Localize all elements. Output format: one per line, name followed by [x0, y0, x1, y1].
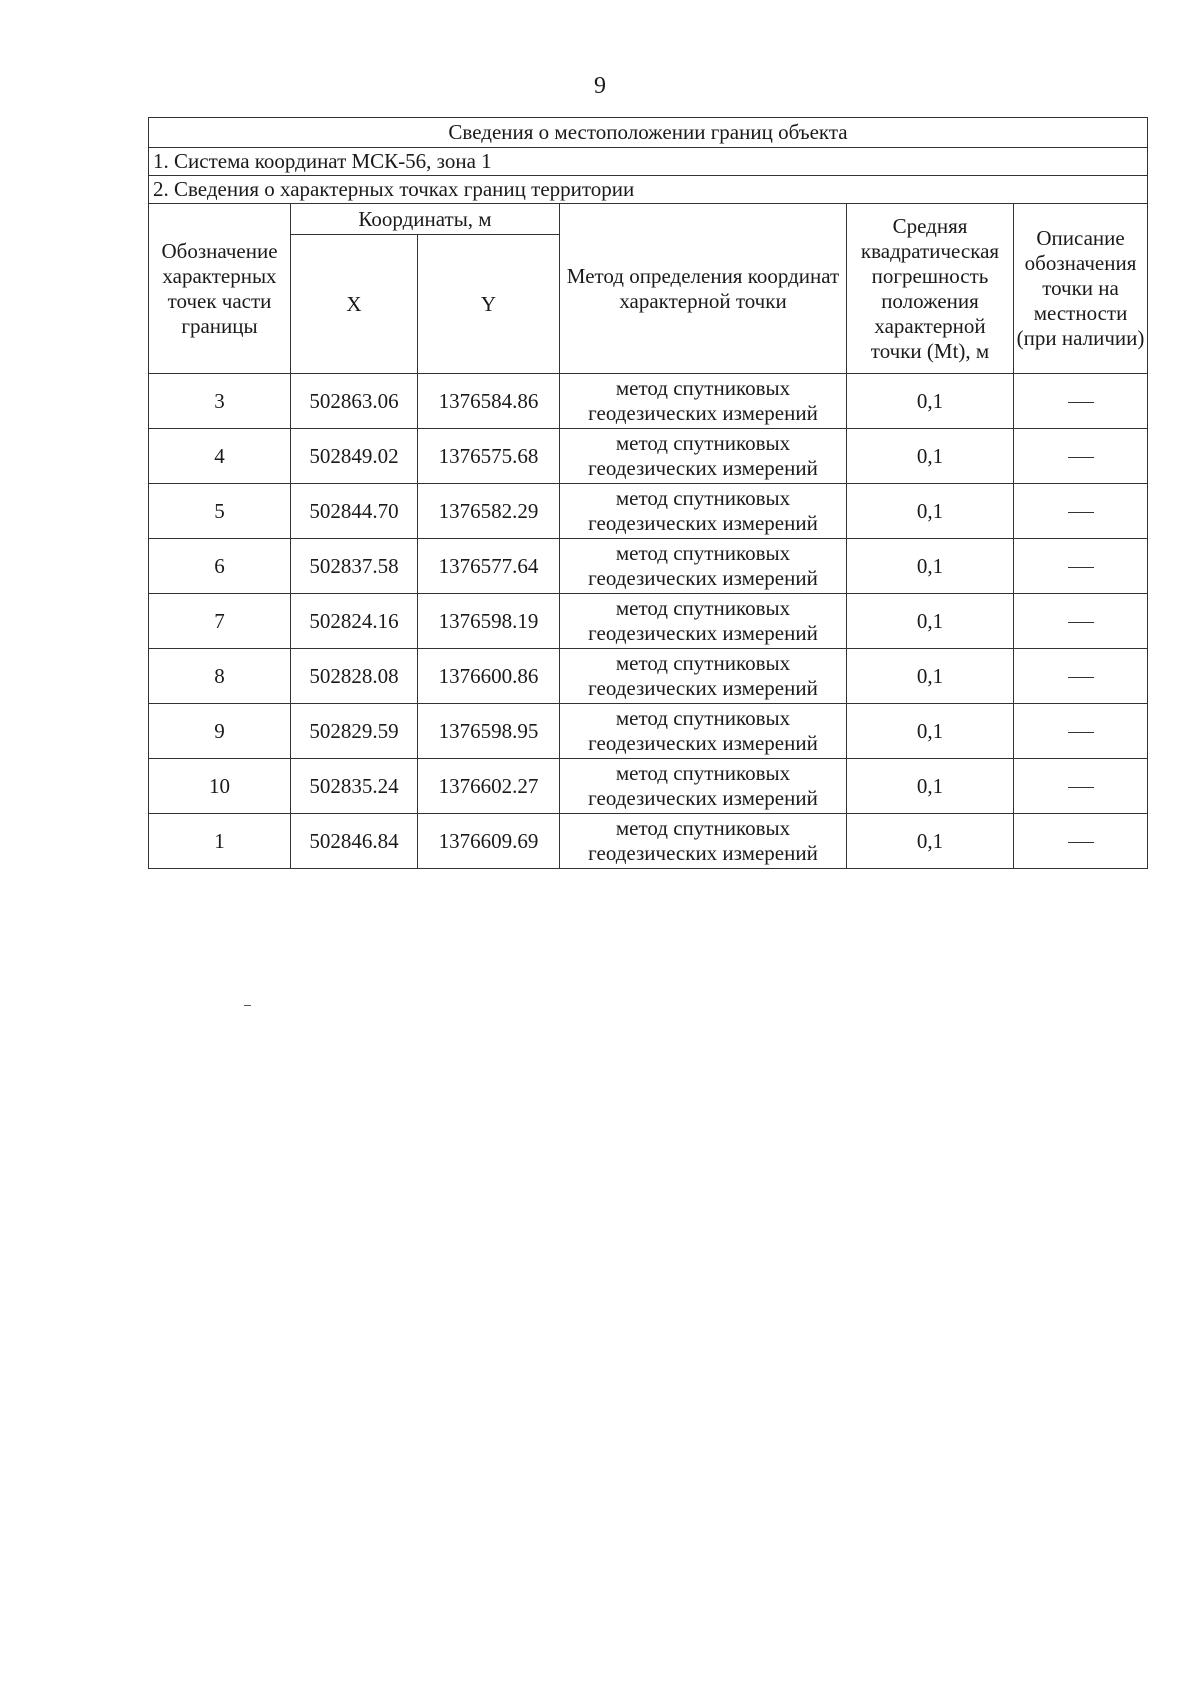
table-row — [149, 374, 1148, 429]
page-number: 9 — [594, 73, 606, 99]
dash-mark — [1068, 457, 1094, 458]
header-row-1 — [149, 204, 1148, 235]
table-body — [149, 118, 1148, 869]
dash-mark — [1068, 842, 1094, 843]
cell-point: 4 — [149, 429, 291, 484]
cell-point: 6 — [149, 539, 291, 594]
cell-description — [1014, 429, 1148, 484]
cell-error: 0,1 — [847, 374, 1014, 429]
cell-x: 502844.70 — [291, 484, 418, 539]
cell-y: 1376584.86 — [418, 374, 560, 429]
cell-method: метод спутниковых геодезических измерений — [560, 594, 847, 649]
table-row — [149, 539, 1148, 594]
table-title-row — [149, 118, 1148, 148]
cell-x: 502849.02 — [291, 429, 418, 484]
cell-y: 1376582.29 — [418, 484, 560, 539]
cell-description — [1014, 539, 1148, 594]
table-row — [149, 759, 1148, 814]
cell-y: 1376598.19 — [418, 594, 560, 649]
header-error: Средняя квадратическая погрешность положения характерной точки (Mt), м — [847, 204, 1014, 374]
cell-x: 502846.84 — [291, 814, 418, 869]
cell-x: 502828.08 — [291, 649, 418, 704]
table-row — [149, 704, 1148, 759]
cell-error: 0,1 — [847, 814, 1014, 869]
dash-mark — [1068, 677, 1094, 678]
cell-description — [1014, 649, 1148, 704]
table-row — [149, 814, 1148, 869]
cell-y: 1376598.95 — [418, 704, 560, 759]
cell-point: 10 — [149, 759, 291, 814]
cell-method: метод спутниковых геодезических измерений — [560, 759, 847, 814]
cell-method: метод спутниковых геодезических измерений — [560, 429, 847, 484]
coordinate-system-row — [149, 148, 1148, 176]
cell-description — [1014, 704, 1148, 759]
cell-x: 502863.06 — [291, 374, 418, 429]
cell-description — [1014, 759, 1148, 814]
cell-description — [1014, 374, 1148, 429]
dash-mark — [1068, 622, 1094, 623]
dash-mark — [1068, 787, 1094, 788]
cell-method: метод спутниковых геодезических измерений — [560, 649, 847, 704]
dash-mark — [1068, 732, 1094, 733]
cell-method: метод спутниковых геодезических измерений — [560, 814, 847, 869]
header-method: Метод определения координат характерной точки — [560, 204, 847, 374]
cell-method: метод спутниковых геодезических измерений — [560, 374, 847, 429]
cell-y: 1376577.64 — [418, 539, 560, 594]
cell-x: 502835.24 — [291, 759, 418, 814]
cell-method: метод спутниковых геодезических измерений — [560, 704, 847, 759]
cell-error: 0,1 — [847, 484, 1014, 539]
coordinate-system: 1. Система координат МСК-56, зона 1 — [149, 148, 1148, 176]
header-x: X — [291, 235, 418, 374]
cell-point: 3 — [149, 374, 291, 429]
cell-method: метод спутниковых геодезических измерений — [560, 484, 847, 539]
cell-error: 0,1 — [847, 429, 1014, 484]
cell-point: 8 — [149, 649, 291, 704]
dash-mark — [1068, 402, 1094, 403]
header-coordinates: Координаты, м — [291, 204, 560, 235]
cell-description — [1014, 594, 1148, 649]
cell-x: 502824.16 — [291, 594, 418, 649]
points-heading-row — [149, 176, 1148, 204]
cell-y: 1376609.69 — [418, 814, 560, 869]
table-row — [149, 649, 1148, 704]
header-point-designation: Обозначение характерных точек части границы — [149, 204, 291, 374]
cell-description — [1014, 484, 1148, 539]
cell-error: 0,1 — [847, 539, 1014, 594]
cell-point: 9 — [149, 704, 291, 759]
cell-x: 502837.58 — [291, 539, 418, 594]
table-row — [149, 594, 1148, 649]
table-row — [149, 484, 1148, 539]
cell-method: метод спутниковых геодезических измерений — [560, 539, 847, 594]
cell-description — [1014, 814, 1148, 869]
table-row — [149, 429, 1148, 484]
cell-x: 502829.59 — [291, 704, 418, 759]
cell-error: 0,1 — [847, 649, 1014, 704]
cell-point: 5 — [149, 484, 291, 539]
cell-y: 1376602.27 — [418, 759, 560, 814]
stray-mark — [244, 1005, 251, 1006]
cell-error: 0,1 — [847, 759, 1014, 814]
points-heading: 2. Сведения о характерных точках границ территории — [149, 176, 1148, 204]
header-description: Описание обозначения точки на местности (при наличии) — [1014, 204, 1148, 374]
dash-mark — [1068, 512, 1094, 513]
boundary-points-table — [148, 117, 1148, 869]
table-title: Сведения о местоположении границ объекта — [149, 118, 1148, 148]
cell-y: 1376600.86 — [418, 649, 560, 704]
dash-mark — [1068, 567, 1094, 568]
cell-y: 1376575.68 — [418, 429, 560, 484]
header-y: Y — [418, 235, 560, 374]
cell-point: 7 — [149, 594, 291, 649]
cell-point: 1 — [149, 814, 291, 869]
cell-error: 0,1 — [847, 704, 1014, 759]
cell-error: 0,1 — [847, 594, 1014, 649]
